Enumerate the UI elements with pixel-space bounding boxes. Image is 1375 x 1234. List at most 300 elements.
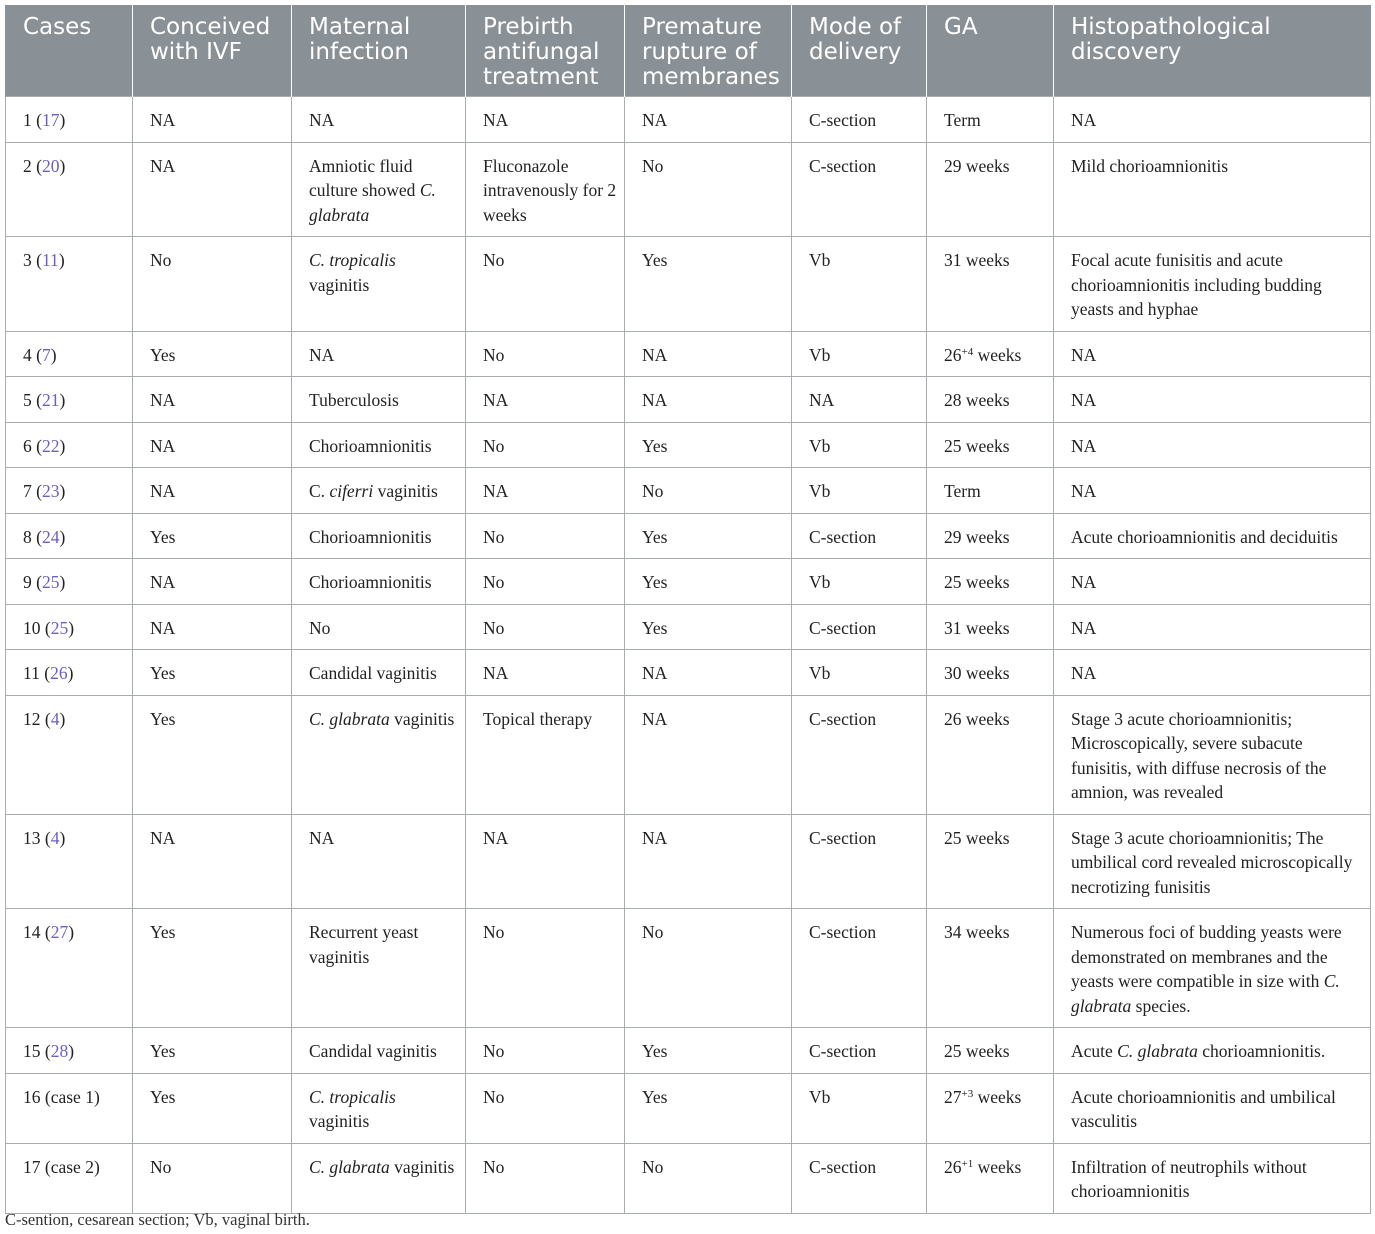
infection-cell xyxy=(292,695,466,814)
ga-value: 25 weeks xyxy=(944,827,1010,848)
infection-text: Amniotic fluid culture showed xyxy=(309,155,420,200)
table-row xyxy=(6,468,1371,514)
prom-cell xyxy=(625,422,792,468)
delivery-cell xyxy=(792,468,927,514)
delivery-value: C-section xyxy=(809,922,877,942)
reference-link[interactable]: 24 xyxy=(41,526,60,547)
ga-cell xyxy=(927,237,1054,332)
case-number: 4 xyxy=(23,344,32,365)
ivf-cell xyxy=(133,377,292,423)
delivery-cell xyxy=(792,422,927,468)
reference-link[interactable]: 25 xyxy=(41,572,60,592)
ga-days-superscript: +1 xyxy=(961,1157,974,1170)
histo-text: NA xyxy=(1071,390,1097,410)
antifungal-cell xyxy=(466,97,625,143)
case-cell: 1 (17) xyxy=(6,97,133,143)
antifungal-cell xyxy=(466,513,625,559)
infection-cell xyxy=(292,422,466,468)
ivf-cell xyxy=(133,909,292,1028)
histo-text: NA xyxy=(1071,110,1097,130)
prom-cell xyxy=(625,1073,792,1143)
prom-value: No xyxy=(642,922,664,942)
delivery-cell xyxy=(792,97,927,143)
infection-text: Candidal vaginitis xyxy=(309,1041,437,1061)
ivf-cell xyxy=(133,142,292,237)
antifungal-value: NA xyxy=(483,481,509,501)
case-cell: 13 (4) xyxy=(6,814,133,909)
antifungal-cell xyxy=(466,1028,625,1074)
prom-cell xyxy=(625,650,792,696)
histo-text: NA xyxy=(1071,344,1097,365)
ga-cell xyxy=(927,468,1054,514)
case-number: 10 xyxy=(23,617,41,638)
prom-cell xyxy=(625,604,792,650)
histo-text: NA xyxy=(1071,572,1097,592)
ivf-value: Yes xyxy=(150,1041,176,1061)
reference-link[interactable]: 7 xyxy=(41,344,51,365)
infection-cell xyxy=(292,814,466,909)
ivf-value: Yes xyxy=(150,922,176,942)
ga-cell xyxy=(927,695,1054,814)
infection-cell xyxy=(292,97,466,143)
infection-cell xyxy=(292,377,466,423)
antifungal-cell xyxy=(466,1143,625,1213)
case-cell: 14 (27) xyxy=(6,909,133,1028)
species-name: C. glabrata xyxy=(309,180,436,225)
delivery-value: Vb xyxy=(809,663,831,683)
table-row xyxy=(6,1028,1371,1074)
case-cell: 4 (7) xyxy=(6,331,133,377)
histopathology-cell xyxy=(1054,559,1371,605)
case-cell: 5 (21) xyxy=(6,377,133,423)
infection-cell xyxy=(292,909,466,1028)
ivf-value: Yes xyxy=(150,1086,176,1107)
histo-text: NA xyxy=(1071,617,1097,638)
reference-link[interactable]: 21 xyxy=(41,390,60,410)
infection-cell xyxy=(292,468,466,514)
infection-text: NA xyxy=(309,344,335,365)
infection-text: vaginitis xyxy=(309,274,370,295)
delivery-cell xyxy=(792,237,927,332)
table-row xyxy=(6,1143,1371,1213)
delivery-value: Vb xyxy=(809,344,831,365)
histo-text: Mild chorioamnionitis xyxy=(1071,155,1229,176)
ga-cell xyxy=(927,909,1054,1028)
antifungal-value: No xyxy=(483,250,505,270)
antifungal-cell xyxy=(466,695,625,814)
case-cell: 11 (26) xyxy=(6,650,133,696)
ivf-value: NA xyxy=(150,155,176,176)
antifungal-value: NA xyxy=(483,663,509,683)
case-cell xyxy=(6,1073,133,1143)
antifungal-value: Fluconazole intravenously for 2 weeks xyxy=(483,155,617,225)
case-number: 15 xyxy=(23,1041,41,1061)
ga-value: 31 weeks xyxy=(944,250,1010,270)
infection-text: vaginitis xyxy=(309,1111,370,1131)
table-footnote: C-sention, cesarean section; Vb, vaginal birth. xyxy=(5,1210,310,1229)
ivf-cell xyxy=(133,513,292,559)
reference-link[interactable]: 27 xyxy=(50,922,69,942)
delivery-cell xyxy=(792,1028,927,1074)
ivf-cell xyxy=(133,237,292,332)
prom-value: No xyxy=(642,155,664,176)
antifungal-cell xyxy=(466,237,625,332)
species-name: C. tropicalis xyxy=(309,250,396,270)
prom-cell xyxy=(625,559,792,605)
reference-link[interactable]: 23 xyxy=(41,481,60,501)
prom-cell xyxy=(625,909,792,1028)
delivery-value: C-section xyxy=(809,708,877,729)
table-row xyxy=(6,422,1371,468)
species-name: C. glabrata xyxy=(309,708,390,729)
ga-value: 34 weeks xyxy=(944,922,1010,942)
ivf-cell xyxy=(133,604,292,650)
antifungal-cell xyxy=(466,422,625,468)
delivery-cell xyxy=(792,814,927,909)
infection-text: Candidal vaginitis xyxy=(309,663,437,683)
ga-value: Term xyxy=(944,481,981,501)
table-row xyxy=(6,559,1371,605)
prom-cell xyxy=(625,237,792,332)
ga-value: 26 xyxy=(944,344,962,365)
histo-text: NA xyxy=(1071,435,1097,456)
case-number: 13 xyxy=(23,827,41,848)
reference-link[interactable]: 20 xyxy=(41,155,60,176)
species-name: ciferri xyxy=(329,481,374,501)
histopathology-cell xyxy=(1054,604,1371,650)
delivery-cell xyxy=(792,559,927,605)
header-delivery: Mode of delivery xyxy=(792,5,927,97)
ivf-value: NA xyxy=(150,572,176,592)
species-name: C. glabrata xyxy=(1117,1041,1198,1061)
table-row xyxy=(6,604,1371,650)
antifungal-cell xyxy=(466,377,625,423)
prom-value: Yes xyxy=(642,250,668,270)
header-cases: Cases xyxy=(6,5,133,97)
histo-text: Infiltration of neutrophils without chorioamnionitis xyxy=(1071,1156,1307,1201)
histo-text: species. xyxy=(1131,995,1191,1016)
species-name: C. glabrata xyxy=(1071,971,1340,1016)
infection-text: Chorioamnionitis xyxy=(309,526,432,547)
header-row xyxy=(6,5,1371,97)
ga-value: 29 weeks xyxy=(944,526,1010,547)
prom-value: No xyxy=(642,1156,664,1177)
prom-value: Yes xyxy=(642,1086,668,1107)
antifungal-cell xyxy=(466,604,625,650)
infection-cell xyxy=(292,604,466,650)
histopathology-cell xyxy=(1054,142,1371,237)
delivery-value: C-section xyxy=(809,526,877,547)
header-maternal-infection: Maternal infection xyxy=(292,5,466,97)
infection-cell xyxy=(292,1028,466,1074)
case-number: 8 xyxy=(23,526,32,547)
ivf-value: NA xyxy=(150,435,176,456)
ga-value: 26 weeks xyxy=(944,708,1010,729)
prom-value: No xyxy=(642,481,664,501)
antifungal-value: NA xyxy=(483,390,509,410)
infection-cell xyxy=(292,331,466,377)
antifungal-cell xyxy=(466,142,625,237)
table-row xyxy=(6,331,1371,377)
prom-cell xyxy=(625,814,792,909)
ga-cell xyxy=(927,422,1054,468)
case-table xyxy=(5,5,1371,1214)
table-row xyxy=(6,650,1371,696)
table-body xyxy=(6,97,1371,1214)
antifungal-value: No xyxy=(483,344,505,365)
infection-text: vaginitis xyxy=(389,708,455,729)
case-number: 14 xyxy=(23,922,41,942)
header-prom: Premature rupture of membranes xyxy=(625,5,792,97)
ivf-cell xyxy=(133,1073,292,1143)
ga-unit: weeks xyxy=(973,1086,1022,1107)
infection-cell xyxy=(292,237,466,332)
prom-value: NA xyxy=(642,827,668,848)
case-cell: 2 (20) xyxy=(6,142,133,237)
reference-link[interactable]: 17 xyxy=(41,110,60,130)
species-name: C. glabrata xyxy=(309,1156,390,1177)
prom-cell xyxy=(625,331,792,377)
ga-cell xyxy=(927,1143,1054,1213)
ga-value: 25 weeks xyxy=(944,1041,1010,1061)
table-row xyxy=(6,1073,1371,1143)
antifungal-value: No xyxy=(483,572,505,592)
delivery-value: C-section xyxy=(809,155,877,176)
antifungal-value: No xyxy=(483,435,505,456)
ivf-cell xyxy=(133,97,292,143)
antifungal-value: No xyxy=(483,1041,505,1061)
histopathology-cell xyxy=(1054,513,1371,559)
ivf-cell xyxy=(133,559,292,605)
case-number: 5 xyxy=(23,390,32,410)
infection-text: NA xyxy=(309,827,335,848)
reference-link[interactable]: 4 xyxy=(50,708,60,729)
case-number: 7 xyxy=(23,481,32,501)
delivery-value: C-section xyxy=(809,110,877,130)
infection-text: Recurrent yeast vaginitis xyxy=(309,922,419,967)
prom-cell xyxy=(625,1028,792,1074)
delivery-cell xyxy=(792,695,927,814)
case-number: 6 xyxy=(23,435,32,456)
delivery-value: Vb xyxy=(809,435,831,456)
prom-cell xyxy=(625,513,792,559)
ga-value: 31 weeks xyxy=(944,617,1010,638)
case-cell: 12 (4) xyxy=(6,695,133,814)
prom-value: Yes xyxy=(642,435,668,456)
ga-value: Term xyxy=(944,110,981,130)
infection-text: Chorioamnionitis xyxy=(309,435,432,456)
antifungal-value: NA xyxy=(483,110,509,130)
ivf-value: NA xyxy=(150,617,176,638)
table-row xyxy=(6,377,1371,423)
histopathology-cell xyxy=(1054,1028,1371,1074)
antifungal-cell xyxy=(466,1073,625,1143)
ivf-value: No xyxy=(150,250,172,270)
delivery-cell xyxy=(792,650,927,696)
case-number: 9 xyxy=(23,572,32,592)
ivf-cell xyxy=(133,814,292,909)
header-ga: GA xyxy=(927,5,1054,97)
histo-text: Acute chorioamnionitis and umbilical vasculitis xyxy=(1071,1086,1336,1131)
ivf-value: No xyxy=(150,1156,172,1177)
antifungal-value: No xyxy=(483,922,505,942)
histopathology-cell xyxy=(1054,331,1371,377)
antifungal-value: No xyxy=(483,526,505,547)
prom-cell xyxy=(625,1143,792,1213)
antifungal-cell xyxy=(466,468,625,514)
case-cell: 8 (24) xyxy=(6,513,133,559)
delivery-value: Vb xyxy=(809,572,831,592)
case-cell xyxy=(6,1143,133,1213)
delivery-cell xyxy=(792,604,927,650)
case-cell: 10 (25) xyxy=(6,604,133,650)
ga-value: 28 weeks xyxy=(944,390,1010,410)
case-cell: 7 (23) xyxy=(6,468,133,514)
ga-cell xyxy=(927,650,1054,696)
ivf-value: NA xyxy=(150,390,176,410)
delivery-value: C-section xyxy=(809,1156,877,1177)
prom-value: NA xyxy=(642,110,668,130)
infection-cell xyxy=(292,559,466,605)
ga-cell xyxy=(927,142,1054,237)
prom-cell xyxy=(625,377,792,423)
antifungal-value: No xyxy=(483,617,505,638)
reference-link[interactable]: 25 xyxy=(50,617,69,638)
histo-text: chorioamnionitis. xyxy=(1197,1041,1326,1061)
histo-text: Numerous foci of budding yeasts were demonstrated on membranes and the yeasts were compatible in size with xyxy=(1071,922,1342,991)
delivery-value: C-section xyxy=(809,1041,877,1061)
prom-cell xyxy=(625,695,792,814)
species-name: C. tropicalis xyxy=(309,1086,396,1107)
histopathology-cell xyxy=(1054,909,1371,1028)
antifungal-value: No xyxy=(483,1156,505,1177)
reference-link[interactable]: 28 xyxy=(50,1041,69,1061)
infection-cell xyxy=(292,1143,466,1213)
case-number: 16 (case 1) xyxy=(23,1086,100,1107)
antifungal-value: Topical therapy xyxy=(483,708,593,729)
table-row xyxy=(6,97,1371,143)
infection-cell xyxy=(292,1073,466,1143)
case-cell: 6 (22) xyxy=(6,422,133,468)
case-number: 3 xyxy=(23,250,32,270)
prom-value: NA xyxy=(642,344,668,365)
header-ivf: Conceived with IVF xyxy=(133,5,292,97)
ga-days-superscript: +4 xyxy=(961,345,974,358)
table-row xyxy=(6,237,1371,332)
reference-link[interactable]: 22 xyxy=(41,435,60,456)
case-number: 11 xyxy=(23,663,40,683)
ivf-value: NA xyxy=(150,827,176,848)
antifungal-cell xyxy=(466,331,625,377)
ga-cell xyxy=(927,604,1054,650)
table-row xyxy=(6,909,1371,1028)
ivf-cell xyxy=(133,331,292,377)
prom-cell xyxy=(625,142,792,237)
case-cell: 9 (25) xyxy=(6,559,133,605)
case-number: 1 xyxy=(23,110,32,130)
ivf-cell xyxy=(133,1028,292,1074)
infection-text: Chorioamnionitis xyxy=(309,572,432,592)
infection-text: Tuberculosis xyxy=(309,390,399,410)
reference-link[interactable]: 26 xyxy=(50,663,68,683)
ga-unit: weeks xyxy=(973,1156,1022,1177)
ga-cell xyxy=(927,814,1054,909)
ga-value: 25 weeks xyxy=(944,572,1010,592)
prom-cell xyxy=(625,97,792,143)
ga-value: 29 weeks xyxy=(944,155,1010,176)
antifungal-cell xyxy=(466,650,625,696)
antifungal-cell xyxy=(466,814,625,909)
histo-text: Stage 3 acute chorioamnionitis; The umbilical cord revealed microscopically necrotizing funisitis xyxy=(1071,827,1353,897)
ga-cell xyxy=(927,1028,1054,1074)
ga-value: 27 xyxy=(944,1086,962,1107)
delivery-cell xyxy=(792,513,927,559)
case-number: 17 (case 2) xyxy=(23,1156,100,1177)
reference-link[interactable]: 11 xyxy=(41,250,59,270)
delivery-value: Vb xyxy=(809,1086,831,1107)
delivery-value: C-section xyxy=(809,617,877,638)
delivery-cell xyxy=(792,142,927,237)
ivf-cell xyxy=(133,1143,292,1213)
infection-text: vaginitis xyxy=(373,481,438,501)
ga-unit: weeks xyxy=(973,344,1022,365)
prom-value: NA xyxy=(642,708,668,729)
histopathology-cell xyxy=(1054,814,1371,909)
prom-value: NA xyxy=(642,390,668,410)
reference-link[interactable]: 4 xyxy=(50,827,60,848)
delivery-value: Vb xyxy=(809,250,831,270)
prom-cell xyxy=(625,468,792,514)
header-antifungal: Prebirth antifungal treatment xyxy=(466,5,625,97)
histopathology-cell xyxy=(1054,377,1371,423)
ivf-value: Yes xyxy=(150,663,176,683)
ga-value: 30 weeks xyxy=(944,663,1010,683)
histo-text: Stage 3 acute chorioamnionitis; Microscopically, severe subacute funisitis, with diffuse necrosis of the amnion, was revealed xyxy=(1071,708,1327,802)
ga-cell xyxy=(927,1073,1054,1143)
histopathology-cell xyxy=(1054,650,1371,696)
delivery-cell xyxy=(792,377,927,423)
ivf-value: NA xyxy=(150,110,176,130)
prom-value: Yes xyxy=(642,526,668,547)
antifungal-cell xyxy=(466,559,625,605)
case-cell: 15 (28) xyxy=(6,1028,133,1074)
histo-text: Acute xyxy=(1071,1041,1118,1061)
ivf-cell xyxy=(133,650,292,696)
histo-text: NA xyxy=(1071,663,1097,683)
histopathology-cell xyxy=(1054,695,1371,814)
ga-value: 26 xyxy=(944,1156,962,1177)
case-number: 12 xyxy=(23,708,41,729)
histopathology-cell xyxy=(1054,237,1371,332)
ga-cell xyxy=(927,559,1054,605)
antifungal-value: NA xyxy=(483,827,509,848)
ivf-value: Yes xyxy=(150,344,176,365)
case-cell: 3 (11) xyxy=(6,237,133,332)
header-histopathology: Histopathological discovery xyxy=(1054,5,1371,97)
ga-value: 25 weeks xyxy=(944,435,1010,456)
delivery-cell xyxy=(792,1143,927,1213)
table-row xyxy=(6,513,1371,559)
histo-text: Focal acute funisitis and acute chorioamnionitis including budding yeasts and hyphae xyxy=(1071,250,1322,319)
delivery-cell xyxy=(792,331,927,377)
delivery-value: Vb xyxy=(809,481,831,501)
ivf-cell xyxy=(133,695,292,814)
ga-cell xyxy=(927,331,1054,377)
prom-value: Yes xyxy=(642,1041,668,1061)
prom-value: NA xyxy=(642,663,668,683)
case-number: 2 xyxy=(23,155,32,176)
table-row xyxy=(6,814,1371,909)
